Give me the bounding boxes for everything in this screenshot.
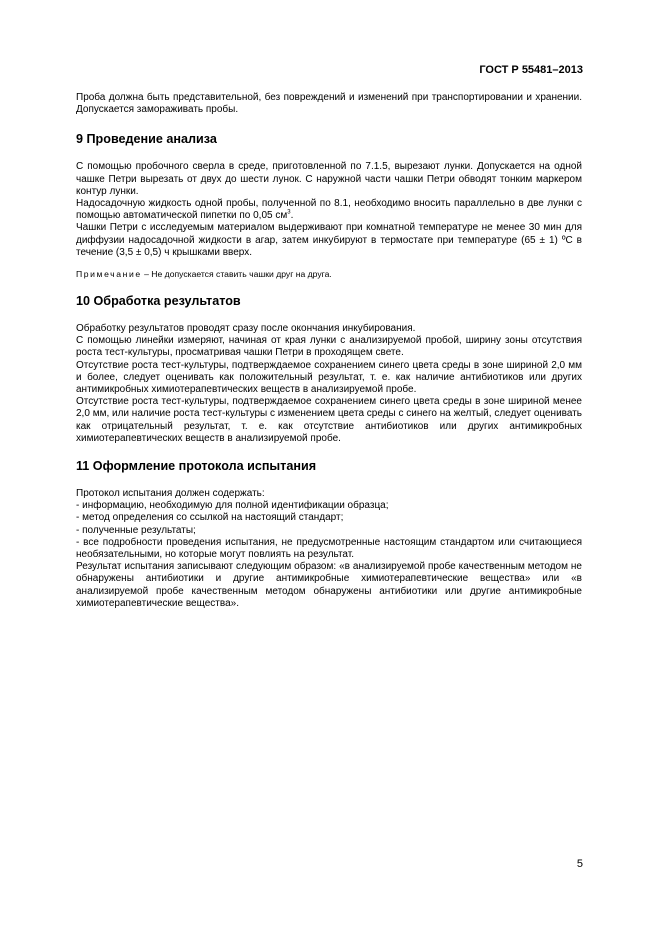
section-9-title: 9 Проведение анализа [76, 132, 217, 147]
section-9-paragraph-1: С помощью пробочного сверла в среде, приготовленной по 7.1.5, вырезают лунки. Допускается на одной чашке Петри вырезать от двух до шести лунок. С наружной части чашки Петри обводят тонким маркером контур лунки. [76, 161, 582, 197]
section-10-title: 10 Обработка результатов [76, 294, 241, 309]
page-number: 5 [576, 858, 583, 870]
intro-paragraph [76, 92, 582, 116]
note-label: Примечание [76, 269, 142, 280]
section-9-paragraph-2 [76, 198, 582, 222]
section-9-paragraph-2-text: Надосадочную жидкость одной пробы, полученной по 8.1, необходимо вносить параллельно в две лунки с помощью автоматической пипетки по 0,05 см [76, 198, 582, 222]
list-item: - метод определения со ссылкой на настоящий стандарт; [76, 512, 344, 524]
section-9-paragraph-2-end: . [290, 210, 294, 222]
section-10-paragraph-2: С помощью линейки измеряют, начиная от края лунки с анализируемой пробой, ширину зоны отсутствия роста тест-культуры, просматривая чашки Петри в проходящем свете. [76, 335, 582, 359]
standard-code: ГОСТ Р 55481–2013 [479, 64, 583, 76]
list-item: - все подробности проведения испытания, не предусмотренные настоящим стандартом или считающиеся необязательными, но которые могут повлиять на результат. [76, 536, 582, 561]
list-item: - информацию, необходимую для полной идентификации образца; [76, 500, 389, 512]
cubic-superscript: 3 [287, 209, 291, 216]
intro-text: Проба должна быть представительной, без повреждений и изменений при транспортировании и хранении. Допускается замораживать пробы. [76, 92, 582, 116]
section-10-paragraph-3: Отсутствие роста тест-культуры, подтверждаемое сохранением синего цвета среды в зоне шириной 2,0 мм и более, следует оценивать как положительный результат, т. е. как наличие антибиотиков или других антимикробных химиотерапевтических веществ в анализируемой пробе. [76, 359, 582, 396]
section-10-paragraph-1: Обработку результатов проводят сразу после окончания инкубирования. [76, 323, 416, 335]
section-9-paragraph-3: Чашки Петри с исследуемым материалом выдерживают при комнатной температуре не менее 30 мин для диффузии надосадочной жидкости в агар, затем инкубируют в термостате при температуре (65 ± 1) ºС в течение (3,5 ± 0,5) ч крышками вверх. [76, 222, 582, 258]
section-9-note [76, 269, 582, 280]
section-11-paragraph-1: Протокол испытания должен содержать: [76, 488, 265, 500]
section-11-paragraph-2: Результат испытания записывают следующим образом: «в анализируемой пробе качественным методом не обнаружены антибиотики и другие антимикробные химиотерапевтические вещества» или «в анализируемой пробе качественным методом обнаружены антибиотики или другие антимикробные химиотерапевтические вещества». [76, 561, 582, 609]
list-item: - полученные результаты; [76, 524, 196, 536]
section-10-paragraph-4: Отсутствие роста тест-культуры, подтверждаемое сохранением синего цвета среды в зоне шириной менее 2,0 мм, или наличие роста тест-культуры с изменением цвета среды с синего на желтый, следует оценивать как отрицательный результат, т. е. как отсутствие антибиотиков или других антимикробных химиотерапевтических веществ в анализируемой пробе. [76, 396, 582, 444]
section-11-title: 11 Оформление протокола испытания [76, 459, 317, 474]
note-text: – Не допускается ставить чашки друг на друга. [141, 269, 332, 280]
page-content [76, 92, 582, 610]
